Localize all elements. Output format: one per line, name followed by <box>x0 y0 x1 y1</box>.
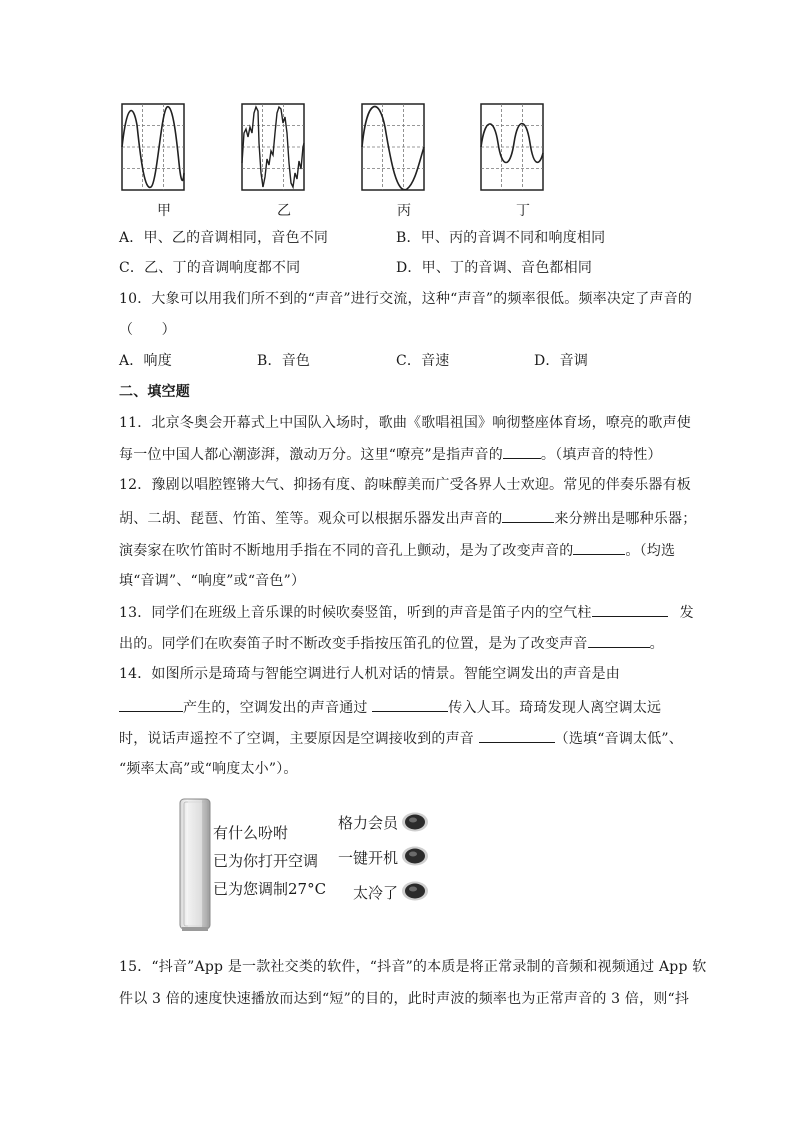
q9-option-b: B．甲、丙的音调不同和响度相同 <box>396 230 606 246</box>
wave-label-ding: 丁 <box>516 203 530 219</box>
section-title: 二、填空题 <box>119 384 190 400</box>
voice-button-icon[interactable] <box>400 811 430 833</box>
q14-line1: 14．如图所示是琦琦与智能空调进行人机对话的情景。智能空调发出的声音是由 <box>119 666 621 682</box>
q13-line2-text: 出的。同学们在吹奏笛子时不断改变手指按压笛孔的位置，是为了改变声音 <box>119 636 588 652</box>
ac-screen-line-3: 已为您调制27°C <box>213 880 327 898</box>
q15-line1: 15．“抖音”App 是一款社交类的软件，“抖音”的本质是将正常录制的音频和视频通过 App 软 <box>119 959 707 975</box>
q14-line2-tail: 传入人耳。琦琦发现人离空调太远 <box>448 700 662 716</box>
q10-option-d: D．音调 <box>534 353 589 369</box>
q15-line2: 件以 3 倍的速度快速播放而达到“短”的目的，此时声波的频率也为正常声音的 3 倍，则“抖 <box>119 991 690 1007</box>
waveform-bing <box>361 103 425 191</box>
q10-stem: 10．大象可以用我们所不到的“声音”进行交流，这种“声音”的频率很低。频率决定了声音的 <box>119 291 693 307</box>
q13-line1-text: 13．同学们在班级上音乐课的时候吹奏竖笛，听到的声音是笛子内的空气柱 <box>119 605 592 621</box>
q11-line1: 11．北京冬奥会开幕式上中国队入场时，歌曲《歌唱祖国》响彻整座体育场，嘹亮的歌声使 <box>119 415 692 431</box>
q9-option-c: C．乙、丁的音调响度都不同 <box>119 260 301 276</box>
q10-option-a: A．响度 <box>119 353 172 369</box>
wave-label-jia: 甲 <box>157 203 171 219</box>
ac-command-1: 格力会员 <box>338 814 399 832</box>
wave-label-yi: 乙 <box>277 203 291 219</box>
air-conditioner-illustration <box>178 798 212 932</box>
q13-line1-tail: 发 <box>679 605 694 621</box>
q13-blank-1[interactable] <box>592 602 668 617</box>
q12-blank-2[interactable] <box>573 540 625 555</box>
q10-option-c: C．音速 <box>396 353 450 369</box>
q13-line2 <box>119 633 664 654</box>
waveform-jia <box>121 103 185 191</box>
voice-button-icon[interactable] <box>400 880 430 902</box>
q10-option-b: B．音色 <box>257 353 311 369</box>
q10-paren: （ ） <box>119 322 176 338</box>
q12-line2-tail: 来分辨出是哪种乐器； <box>554 511 697 527</box>
q14-line2-text: 产生的，空调发出的声音通过 <box>183 700 373 716</box>
q12-line2 <box>119 508 696 529</box>
q12-line2-text: 胡、二胡、琵琶、竹笛、笙等。观众可以根据乐器发出声音的 <box>119 511 503 527</box>
q9-option-a: A．甲、乙的音调相同，音色不同 <box>119 230 329 246</box>
q14-line2 <box>119 697 661 718</box>
q12-line3-text: 演奏家在吹竹笛时不断地用手指在不同的音孔上颤动，是为了改变声音的 <box>119 543 574 559</box>
ac-command-3: 太冷了 <box>353 884 399 902</box>
q14-blank-2[interactable] <box>372 697 448 712</box>
waveform-ding <box>480 103 544 191</box>
q12-line4: 填“音调”、“响度”或“音色”） <box>119 573 306 589</box>
q9-option-d: D．甲、丁的音调、音色都相同 <box>396 260 593 276</box>
q14-blank-3[interactable] <box>479 728 555 743</box>
q11-line2-text: 每一位中国人都心潮澎湃，激动万分。这里“嘹亮”是指声音的 <box>119 447 503 463</box>
ac-command-2: 一键开机 <box>338 849 399 867</box>
q14-blank-1[interactable] <box>119 697 183 712</box>
q13-blank-2[interactable] <box>588 633 650 648</box>
q12-line1: 12．豫剧以唱腔铿锵大气、抑扬有度、韵味醇美而广受各界人士欢迎。常见的伴奏乐器有板 <box>119 477 692 493</box>
q14-line3 <box>119 728 683 749</box>
q13-line1 <box>119 602 694 623</box>
ac-screen-line-1: 有什么吩咐 <box>213 824 289 842</box>
q14-line3-tail: （选填“音调太低”、 <box>554 731 683 747</box>
q11-line2-tail: 。（填声音的特性） <box>540 447 662 463</box>
waveform-yi <box>241 103 305 191</box>
q11-line2 <box>119 444 662 465</box>
q12-line3-tail: 。（均选 <box>625 543 676 559</box>
wave-label-bing: 丙 <box>397 203 411 219</box>
q11-blank[interactable] <box>503 444 541 459</box>
q14-line4: “频率太高”或“响度太小”）。 <box>119 761 298 777</box>
q14-line3-text: 时，说话声遥控不了空调，主要原因是空调接收到的声音 <box>119 731 479 747</box>
q13-line2-tail: 。 <box>649 636 664 652</box>
q12-line3 <box>119 540 675 561</box>
ac-screen-line-2: 已为你打开空调 <box>213 852 319 870</box>
voice-button-icon[interactable] <box>400 845 430 867</box>
q12-blank-1[interactable] <box>502 508 554 523</box>
